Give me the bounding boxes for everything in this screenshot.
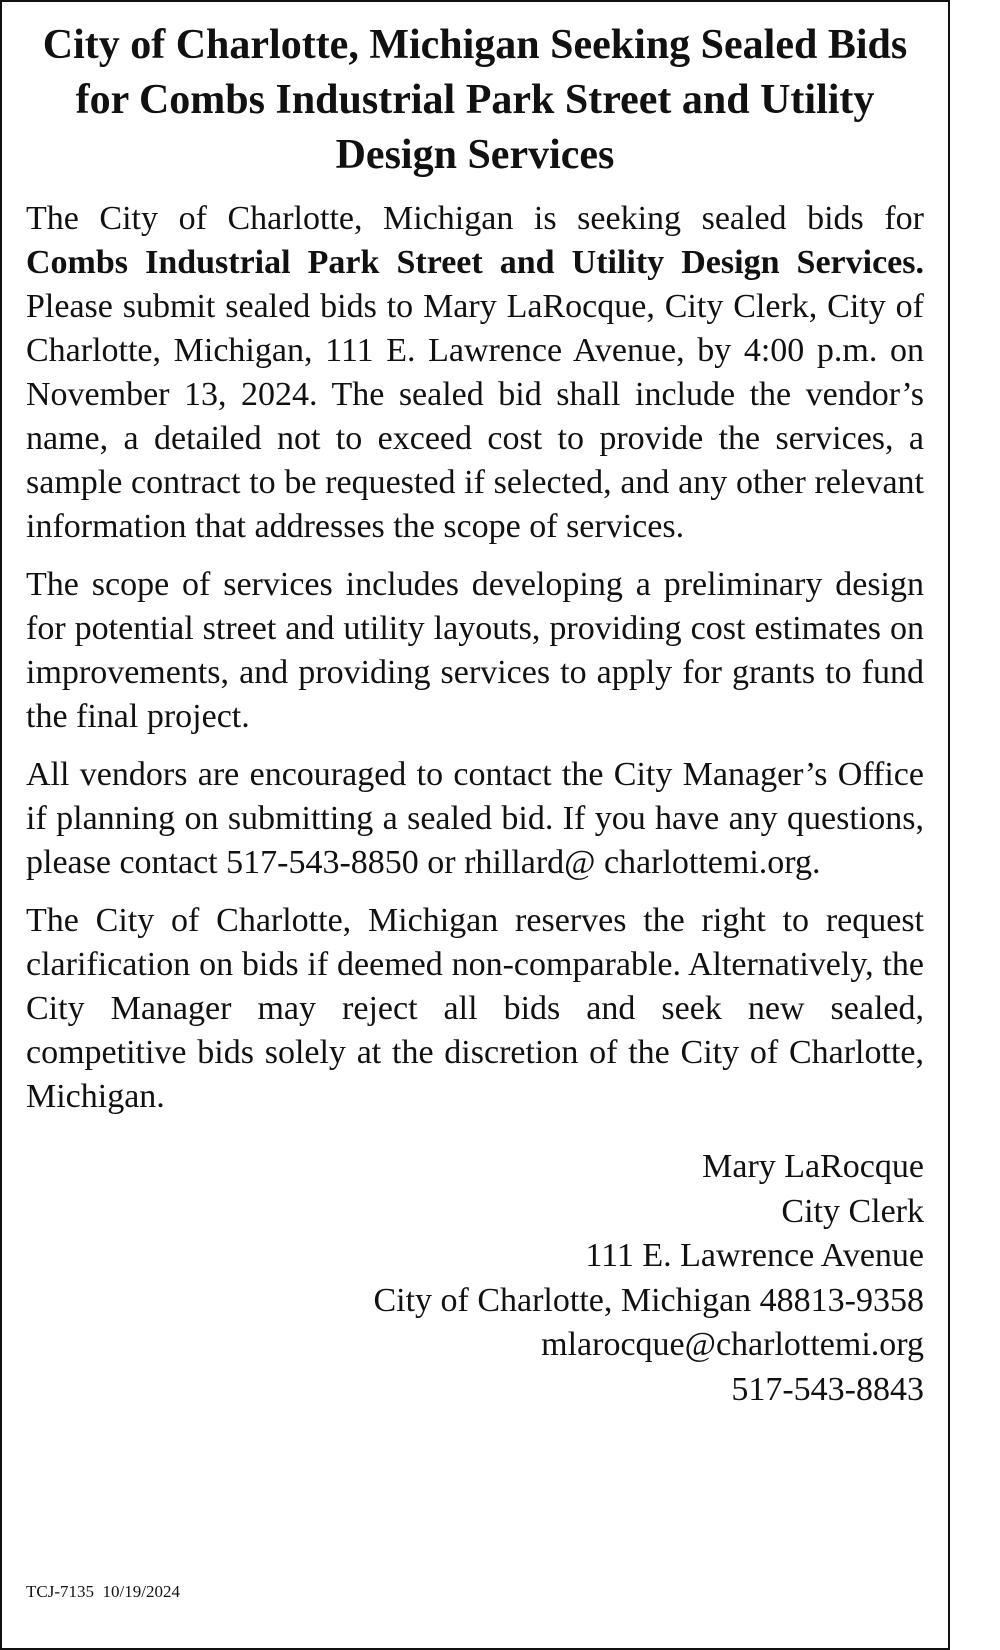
signature-block (26, 1145, 924, 1412)
paragraph-contact: All vendors are encouraged to contact the City Manager’s Office if planning on submitting a sealed bid. If you have any questions, please contact 517-543-8850 or rhillard@ charlottemi.org. (26, 756, 924, 881)
paragraph-bid-request-lead: The City of Charlotte, Michigan is seeking sealed bids for (26, 200, 924, 237)
signer-address: 111 E. Lawrence Avenue (585, 1237, 924, 1274)
signer-position: City Clerk (781, 1192, 924, 1230)
project-name: Combs Industrial Park Street and Utility Design Services. (26, 244, 924, 281)
paragraph-bid-request-rest: Please submit sealed bids to Mary LaRocque, City Clerk, City of Charlotte, Michigan, 111 E. Lawrence Avenue, by 4:00 p.m. on November 13, 2024. The sealed bid shall include the vendor’s name, a detailed not to exceed cost to provide the services, a sample contract to be requested if selected, and any other relevant information that addresses the scope of services. (26, 288, 924, 545)
paragraph-scope: The scope of services includes developing a preliminary design for potential street and utility layouts, providing cost estimates on improvements, and providing services to apply for grants to fund the final project. (26, 566, 924, 735)
publication-reference: TCJ-7135 10/19/2024 (26, 1582, 180, 1601)
signer-name: Mary LaRocque (702, 1148, 924, 1185)
notice-title: City of Charlotte, Michigan Seeking Sealed Bids for Combs Industrial Park Street and Utility Design Services (42, 22, 908, 178)
signer-email: mlarocque@charlottemi.org (541, 1326, 924, 1363)
paragraph-reservation: The City of Charlotte, Michigan reserves the right to request clarification on bids if deemed non-comparable. Alternatively, the City Manager may reject all bids and seek new sealed, competitive bids solely at the discretion of the City of Charlotte, Michigan. (26, 902, 924, 1115)
paragraph-bid-request (26, 197, 924, 549)
signer-phone: 517-543-8843 (731, 1370, 924, 1408)
signer-city-line: City of Charlotte, Michigan 48813-9358 (373, 1281, 924, 1319)
